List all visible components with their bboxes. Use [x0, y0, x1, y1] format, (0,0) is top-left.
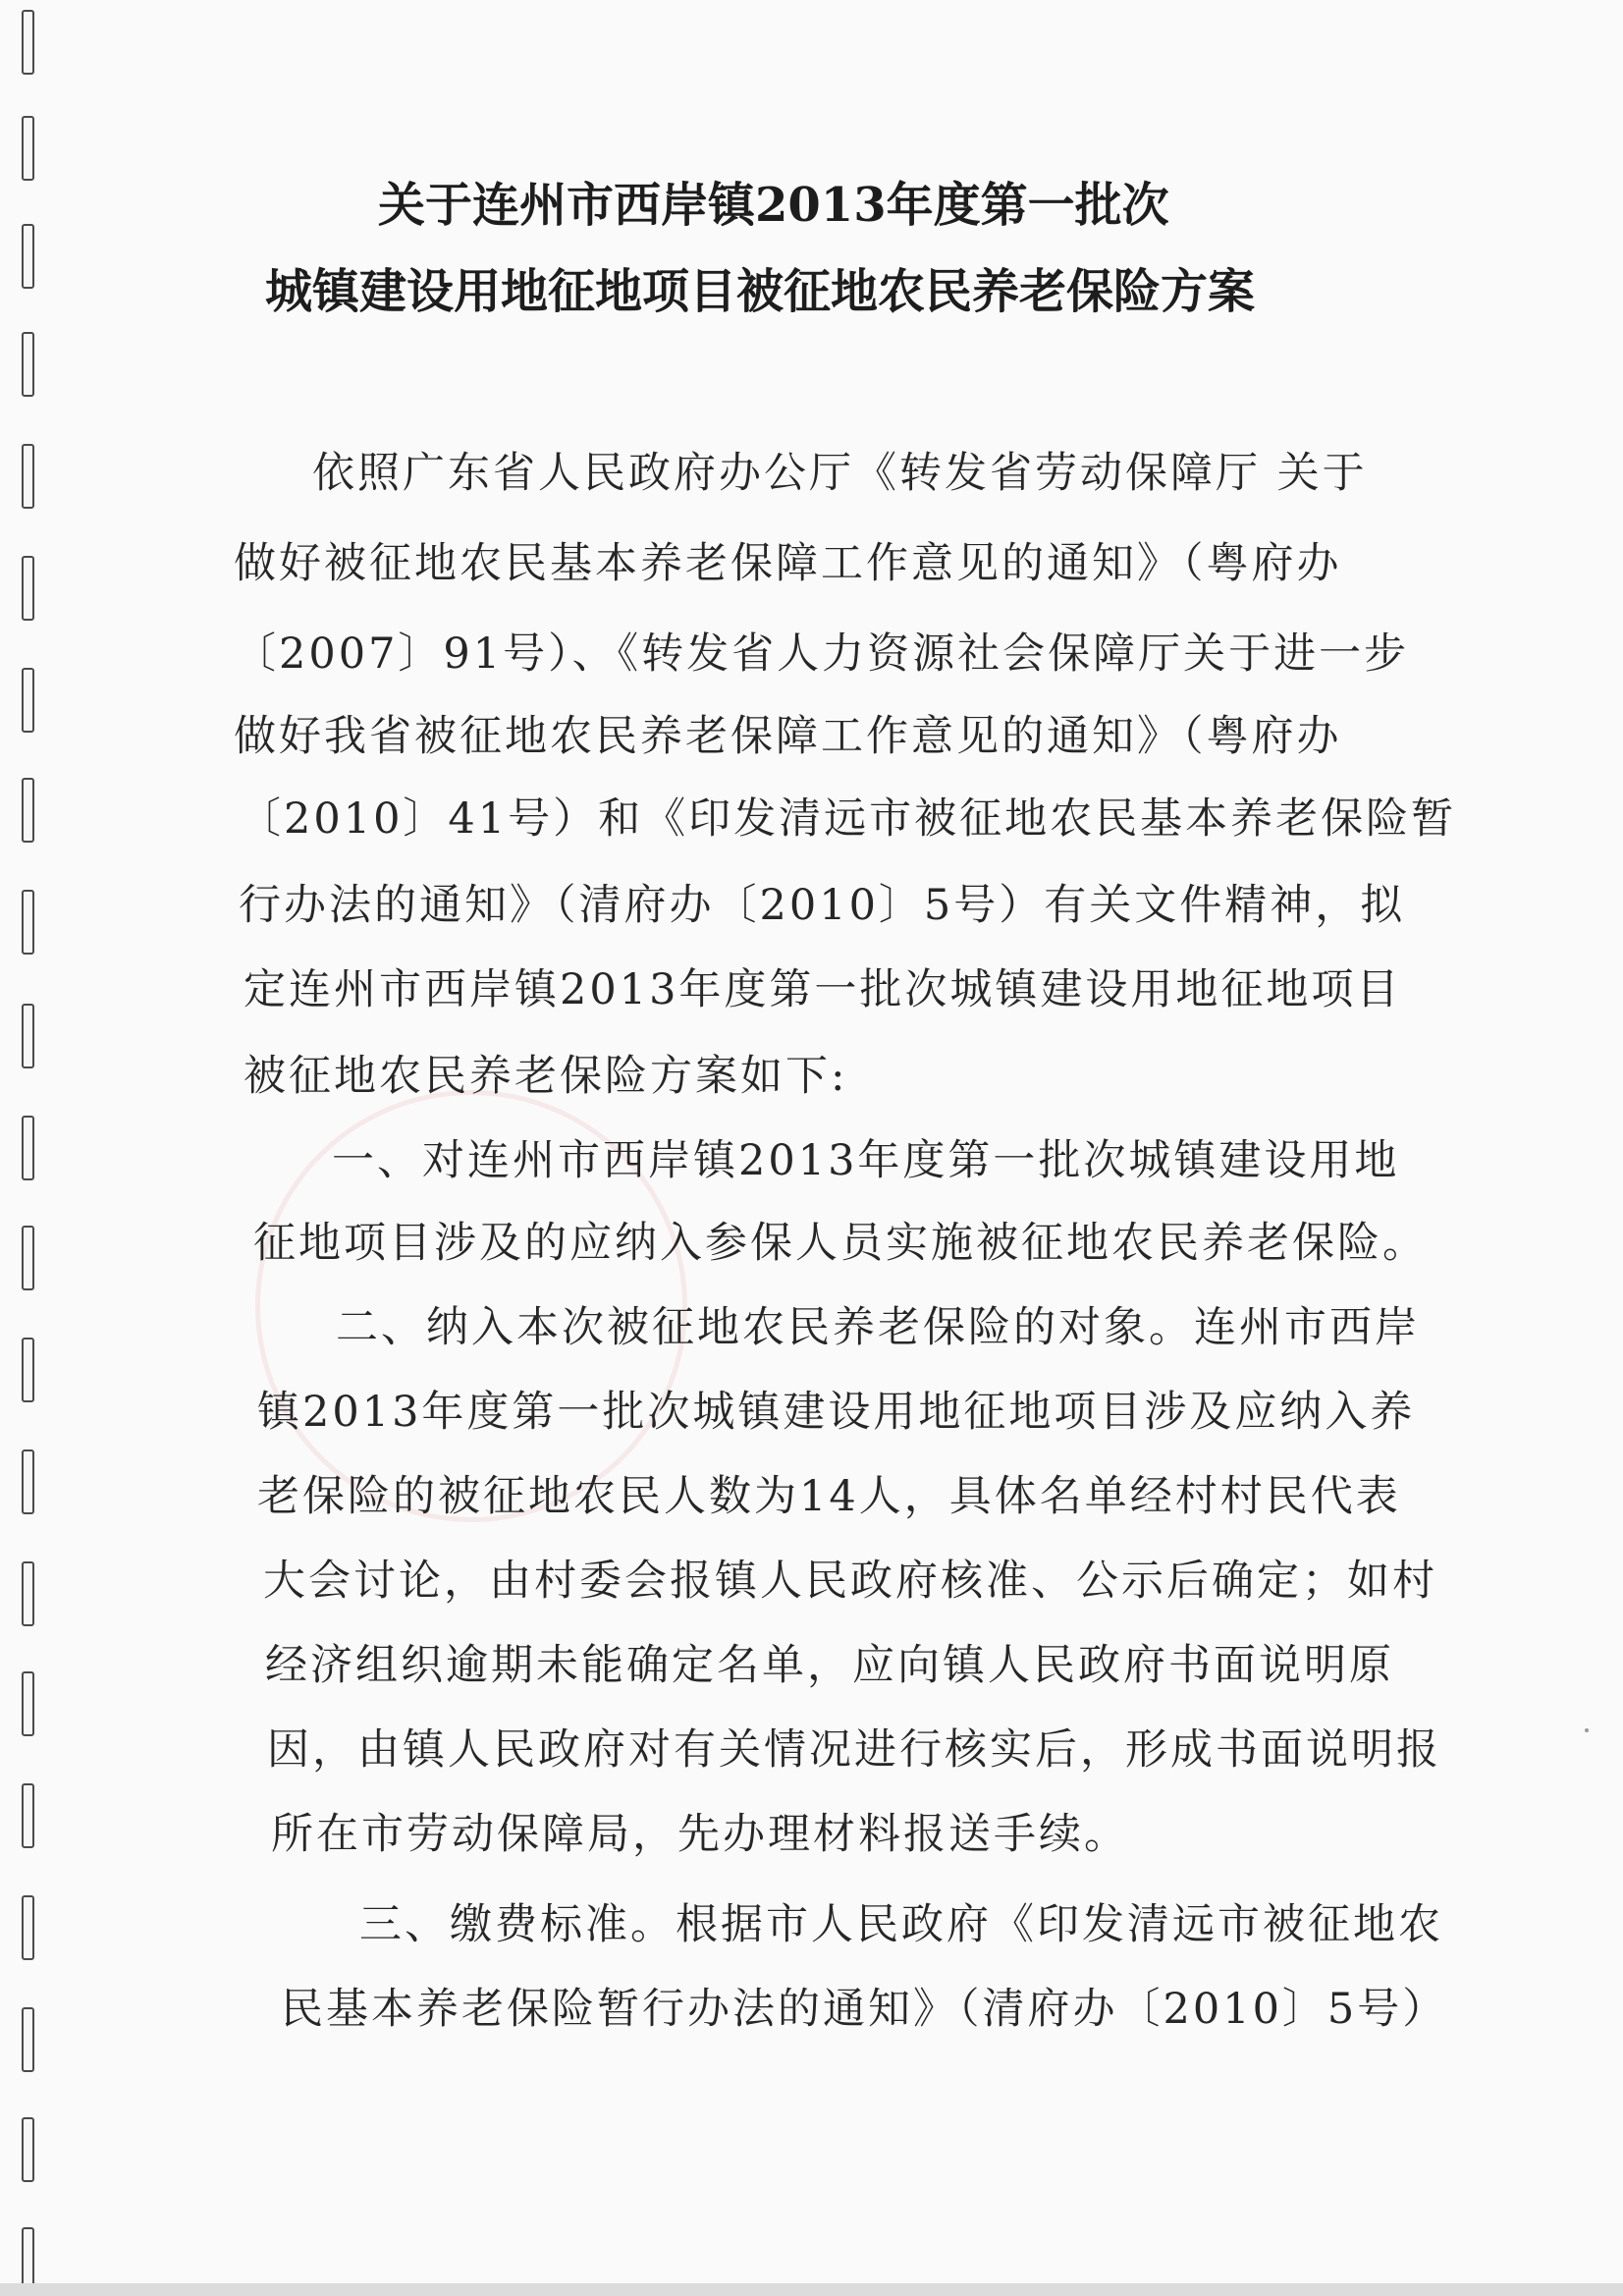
binding-hole — [22, 1895, 34, 1960]
body-text-line: 做好我省被征地农民养老保障工作意见的通知》（粤府办 — [234, 712, 1342, 761]
body-text-line: 二、纳入本次被征地农民养老保险的对象。连州市西岸 — [336, 1303, 1420, 1352]
binding-hole — [22, 224, 34, 289]
binding-hole — [22, 778, 34, 843]
binding-hole — [22, 556, 34, 621]
body-text-line: 〔2010〕41号）和《印发清远市被征地农民基本养老保险暂 — [239, 794, 1457, 844]
binding-hole — [22, 1783, 34, 1848]
body-text-line: 大会讨论，由村委会报镇人民政府核准、公示后确定；如村 — [263, 1557, 1437, 1606]
body-text-line: 镇2013年度第一批次城镇建设用地征地项目涉及应纳入养 — [257, 1388, 1416, 1437]
scan-speck — [1585, 1728, 1589, 1732]
body-text-line: 一、对连州市西岸镇2013年度第一批次城镇建设用地 — [332, 1136, 1400, 1185]
binding-hole — [22, 1449, 34, 1514]
body-text-line: 民基本养老保险暂行办法的通知》（清府办〔2010〕5号） — [281, 1985, 1448, 2034]
binding-hole — [22, 2117, 34, 2182]
scan-bottom-edge — [0, 2283, 1623, 2296]
body-text-line: 依照广东省人民政府办公厅《转发省劳动保障厅 关于 — [312, 449, 1368, 498]
binding-hole — [22, 116, 34, 181]
binding-hole — [22, 1226, 34, 1290]
body-text-line: 三、缴费标准。根据市人民政府《印发清远市被征地农 — [359, 1900, 1443, 1949]
body-text-line: 〔2007〕91号）、《转发省人力资源社会保障厅关于进一步 — [234, 629, 1410, 679]
document-title-line-1: 关于连州市西岸镇2013年度第一批次 — [378, 178, 1169, 233]
binding-hole — [22, 1116, 34, 1180]
binding-hole — [22, 890, 34, 955]
binding-hole — [22, 1561, 34, 1626]
binding-holes-strip — [0, 0, 69, 2296]
body-text-line: 征地项目涉及的应纳入参保人员实施被征地农民养老保险。 — [253, 1219, 1428, 1268]
body-text-line: 经济组织逾期未能确定名单，应向镇人民政府书面说明原 — [265, 1641, 1394, 1690]
body-text-line: 做好被征地农民基本养老保障工作意见的通知》（粤府办 — [234, 539, 1342, 588]
body-text-line: 定连州市西岸镇2013年度第一批次城镇建设用地征地项目 — [243, 965, 1402, 1014]
body-text-line: 因，由镇人民政府对有关情况进行核实后，形成书面说明报 — [267, 1725, 1441, 1775]
binding-hole — [22, 10, 34, 75]
binding-hole — [22, 668, 34, 733]
binding-hole — [22, 332, 34, 397]
body-text-line: 行办法的通知》（清府办〔2010〕5号）有关文件精神，拟 — [239, 881, 1406, 930]
body-text-line: 所在市劳动保障局，先办理材料报送手续。 — [271, 1810, 1129, 1859]
binding-hole — [22, 444, 34, 509]
binding-hole — [22, 1004, 34, 1068]
body-text-line: 老保险的被征地农民人数为14人，具体名单经村村民代表 — [257, 1472, 1401, 1521]
binding-hole — [22, 1671, 34, 1736]
binding-hole — [22, 2007, 34, 2072]
document-title-line-2: 城镇建设用地征地项目被征地农民养老保险方案 — [265, 264, 1256, 319]
body-text-line: 被征地农民养老保险方案如下: — [243, 1052, 848, 1101]
binding-hole — [22, 1338, 34, 1402]
